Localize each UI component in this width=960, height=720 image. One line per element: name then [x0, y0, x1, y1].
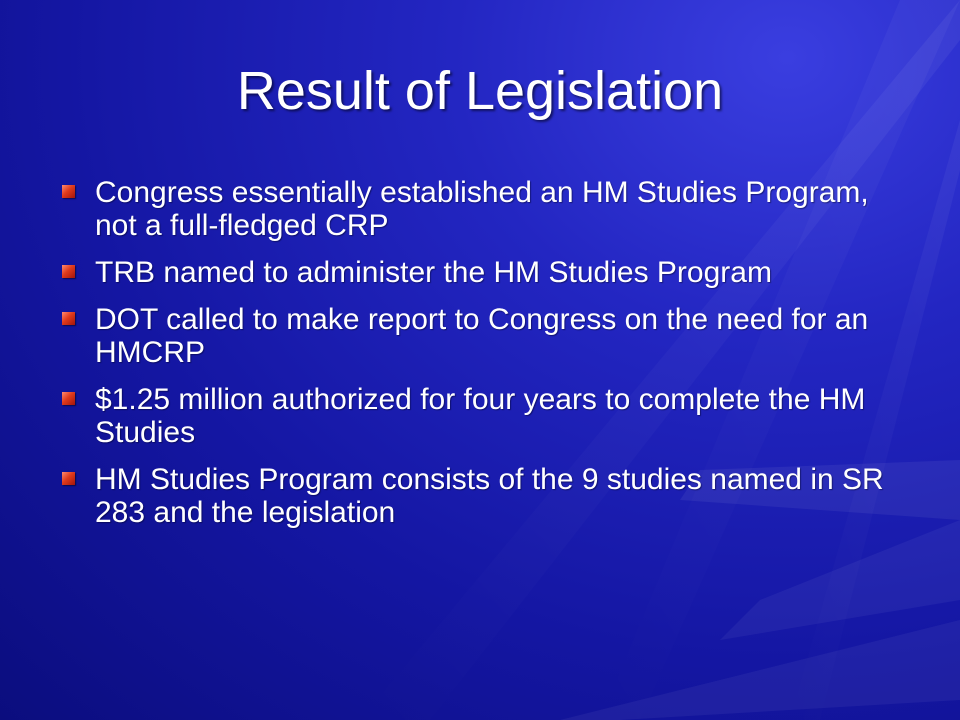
square-bullet-icon [62, 312, 75, 325]
bullet-item [62, 256, 912, 289]
bullet-item [62, 303, 912, 369]
bullet-text: TRB named to administer the HM Studies Program [95, 256, 772, 289]
bullet-text: DOT called to make report to Congress on the need for an HMCRP [95, 303, 869, 369]
square-bullet-icon [62, 392, 75, 405]
bullet-text: Congress essentially established an HM Studies Program, not a full-fledged CRP [95, 176, 869, 242]
bullet-list [62, 176, 912, 543]
square-bullet-icon [62, 472, 75, 485]
square-bullet-icon [62, 185, 75, 198]
square-bullet-icon [62, 265, 75, 278]
bullet-item [62, 176, 912, 242]
bullet-text: HM Studies Program consists of the 9 studies named in SR 283 and the legislation [95, 463, 884, 529]
bullet-item [62, 463, 912, 529]
bullet-text: $1.25 million authorized for four years to complete the HM Studies [95, 383, 866, 449]
bullet-item [62, 383, 912, 449]
slide-title: Result of Legislation [236, 61, 724, 121]
